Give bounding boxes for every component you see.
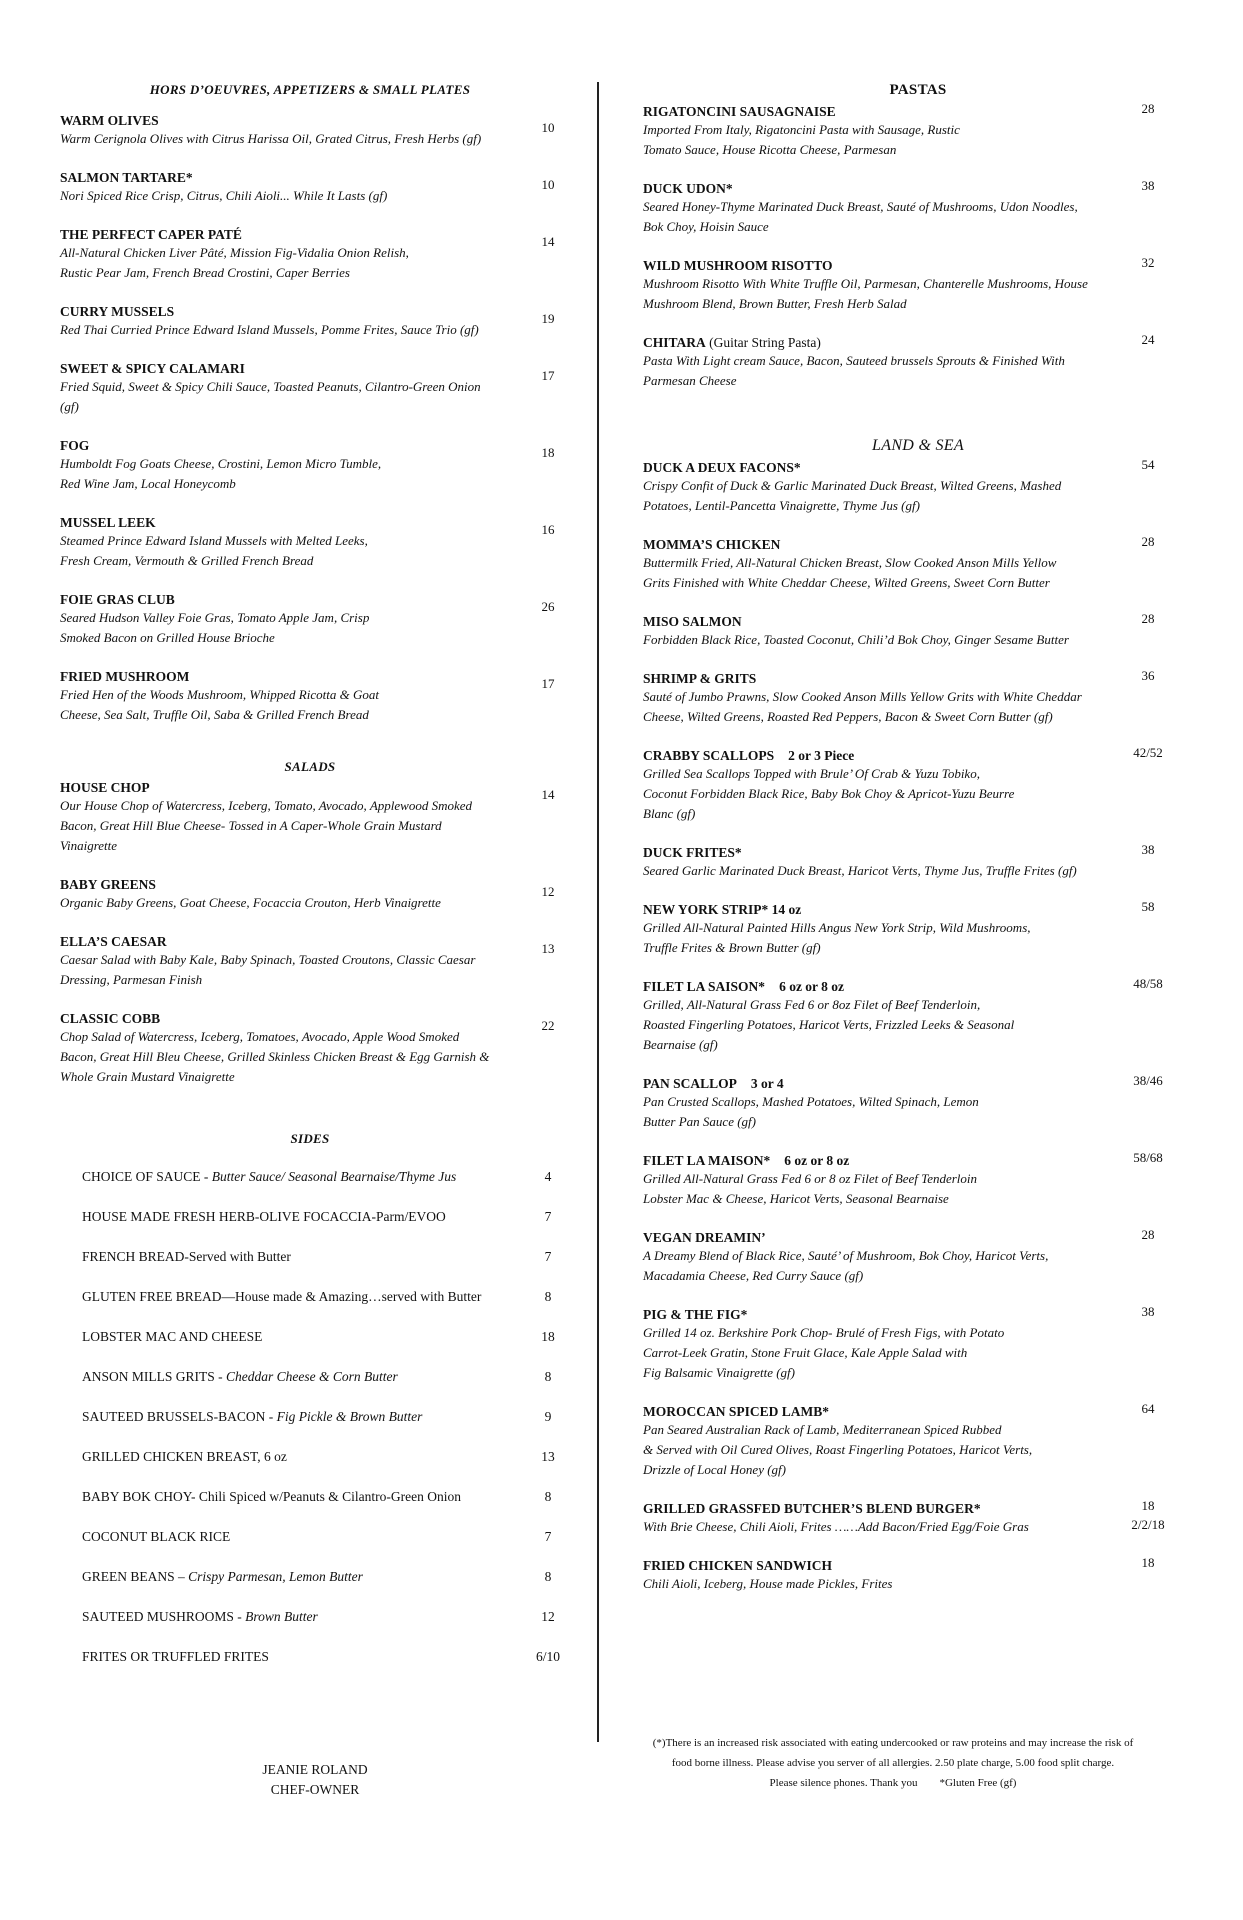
side-name: COCONUT BLACK RICE	[82, 1529, 231, 1544]
item-name-line	[643, 613, 1193, 630]
item-price: 28	[1141, 611, 1155, 626]
menu-item	[60, 169, 560, 206]
item-description: Caesar Salad with Baby Kale, Baby Spinach, Toasted Croutons, Classic Caesar Dressing, Parmesan Finish	[60, 952, 476, 987]
item-price: 48/58	[1133, 976, 1163, 991]
item-description: Forbidden Black Rice, Toasted Coconut, Chili’d Bok Choy, Ginger Sesame Butter	[643, 632, 1069, 647]
chef-signature	[235, 1760, 395, 1800]
side-price: 8	[544, 1569, 552, 1584]
column-divider	[597, 82, 599, 1742]
menu-item	[643, 334, 1193, 391]
item-price: 18	[541, 445, 555, 460]
item-description: Seared Garlic Marinated Duck Breast, Haricot Verts, Thyme Jus, Truffle Frites (gf)	[643, 863, 1077, 878]
side-price: 8	[544, 1489, 552, 1504]
sides-title: SIDES	[290, 1131, 330, 1146]
item-description: Sauté of Jumbo Prawns, Slow Cooked Anson Mills Yellow Grits with White Cheddar Cheese, Wilted Greens, Roasted Red Peppers, Bacon & Sweet Corn Butter (gf)	[643, 689, 1082, 724]
item-name-line	[60, 437, 560, 454]
item-description: Buttermilk Fried, All-Natural Chicken Breast, Slow Cooked Anson Mills Yellow Grits Finished with White Cheddar Cheese, Wilted Greens, Sweet Corn Butter	[643, 555, 1057, 590]
item-price: 22	[541, 1018, 555, 1033]
item-price: 18 2/2/18	[1131, 1498, 1165, 1532]
item-name: THE PERFECT CAPER PATÉ	[60, 227, 242, 242]
menu-item	[643, 978, 1193, 1055]
item-name-line	[60, 668, 560, 685]
side-detail: Crispy Parmesan, Lemon Butter	[188, 1569, 363, 1584]
item-name: HOUSE CHOP	[60, 780, 150, 795]
item-name: SALMON TARTARE*	[60, 170, 193, 185]
item-name: CLASSIC COBB	[60, 1011, 161, 1026]
side-name: GREEN BEANS –	[82, 1569, 189, 1584]
side-name: ANSON MILLS GRITS -	[82, 1369, 227, 1384]
item-description: Our House Chop of Watercress, Iceberg, Tomato, Avocado, Applewood Smoked Bacon, Great Hill Blue Cheese- Tossed in A Caper-Whole Grain Mustard Vinaigrette	[60, 798, 472, 853]
side-item	[60, 1449, 560, 1489]
side-price: 12	[541, 1609, 555, 1624]
item-name: FILET LA MAISON*	[643, 1153, 771, 1168]
hors-title: HORS D’OEUVRES, APPETIZERS & SMALL PLATES	[149, 82, 471, 97]
side-name: SAUTEED BRUSSELS-BACON -	[82, 1409, 277, 1424]
item-price: 28	[1141, 1227, 1155, 1242]
item-price: 26	[541, 599, 555, 614]
item-description: Warm Cerignola Olives with Citrus Harissa Oil, Grated Citrus, Fresh Herbs (gf)	[60, 131, 482, 146]
menu-item	[60, 779, 560, 856]
item-name-line	[643, 901, 1193, 918]
item-name: MUSSEL LEEK	[60, 515, 156, 530]
side-name: GRILLED CHICKEN BREAST, 6 oz	[82, 1449, 287, 1464]
item-price: 38/46	[1133, 1073, 1163, 1088]
item-description: Seared Honey-Thyme Marinated Duck Breast, Sauté of Mushrooms, Udon Noodles, Bok Choy, Hoisin Sauce	[643, 199, 1078, 234]
item-price: 28	[1141, 534, 1155, 549]
item-name: PIG & THE FIG*	[643, 1307, 748, 1322]
side-name: HOUSE MADE FRESH HERB-OLIVE FOCACCIA-Parm/EVOO	[82, 1209, 446, 1224]
side-item	[60, 1209, 560, 1249]
item-name-line	[643, 1306, 1193, 1323]
menu-item	[60, 933, 560, 990]
item-name: CRABBY SCALLOPS	[643, 748, 775, 763]
item-description: Humboldt Fog Goats Cheese, Crostini, Lemon Micro Tumble, Red Wine Jam, Local Honeycomb	[60, 456, 382, 491]
item-name-line	[60, 360, 560, 377]
item-name: MOMMA’S CHICKEN	[643, 537, 781, 552]
item-name: MOROCCAN SPICED LAMB*	[643, 1404, 830, 1419]
item-name: WILD MUSHROOM RISOTTO	[643, 258, 833, 273]
menu-item	[60, 514, 560, 571]
item-price: 32	[1141, 255, 1155, 270]
side-item	[60, 1369, 560, 1409]
pastas-title: PASTAS	[889, 82, 947, 98]
item-description: With Brie Cheese, Chili Aioli, Frites ……Add Bacon/Fried Egg/Foie Gras	[643, 1519, 1029, 1534]
item-name-line	[643, 1500, 1193, 1517]
item-price: 28	[1141, 101, 1155, 116]
side-price: 8	[544, 1289, 552, 1304]
item-portion: 6 oz or 8 oz	[779, 979, 845, 994]
side-item	[60, 1529, 560, 1569]
side-name: FRENCH BREAD-Served with Butter	[82, 1249, 291, 1264]
item-name-line	[643, 670, 1193, 687]
side-detail: Butter Sauce/ Seasonal Bearnaise/Thyme Jus	[211, 1169, 457, 1184]
item-description: Pan Crusted Scallops, Mashed Potatoes, Wilted Spinach, Lemon Butter Pan Sauce (gf)	[643, 1094, 979, 1129]
menu-item	[643, 901, 1193, 958]
item-name-line	[643, 1075, 1193, 1092]
side-item	[60, 1489, 560, 1529]
sides-list	[60, 1169, 560, 1689]
item-name-line	[643, 334, 1193, 351]
item-description: Grilled, All-Natural Grass Fed 6 or 8oz Filet of Beef Tenderloin, Roasted Fingerling Potatoes, Haricot Verts, Frizzled Leeks & Seasonal Bearnaise (gf)	[643, 997, 1015, 1052]
item-price: 10	[541, 177, 555, 192]
allergy-notice	[648, 1733, 1138, 1793]
side-detail: Fig Pickle & Brown Butter	[276, 1409, 423, 1424]
side-item	[60, 1169, 560, 1209]
item-price: 58	[1141, 899, 1155, 914]
item-name: DUCK UDON*	[643, 181, 733, 196]
side-item	[60, 1569, 560, 1609]
side-price: 13	[541, 1449, 555, 1464]
pastas-list	[643, 103, 1193, 391]
item-name-line	[60, 1010, 560, 1027]
item-name: MISO SALMON	[643, 614, 742, 629]
menu-item	[60, 360, 560, 417]
item-description: A Dreamy Blend of Black Rice, Sauté’ of Mushroom, Bok Choy, Haricot Verts, Macadamia Cheese, Red Curry Sauce (gf)	[643, 1248, 1049, 1283]
menu-item	[643, 670, 1193, 727]
item-price: 12	[541, 884, 555, 899]
item-portion: 6 oz or 8 oz	[784, 1153, 850, 1168]
item-price: 13	[541, 941, 555, 956]
side-name: LOBSTER MAC AND CHEESE	[82, 1329, 263, 1344]
item-name: CHITARA	[643, 335, 706, 350]
side-detail: Brown Butter	[245, 1609, 318, 1624]
item-name-line	[643, 747, 1193, 764]
menu-item	[643, 1557, 1193, 1594]
item-name: RIGATONCINI SAUSAGNAISE	[643, 104, 836, 119]
menu-item	[643, 103, 1193, 160]
item-name-line	[643, 1152, 1193, 1169]
item-name-line	[60, 303, 560, 320]
item-subtitle: (Guitar String Pasta)	[705, 335, 821, 350]
item-description: Fried Hen of the Woods Mushroom, Whipped Ricotta & Goat Cheese, Sea Salt, Truffle Oil, Saba & Grilled French Bread	[60, 687, 379, 722]
item-description: Grilled 14 oz. Berkshire Pork Chop- Brulé of Fresh Figs, with Potato Carrot-Leek Gratin, Stone Fruit Glace, Kale Apple Salad with Fig Balsamic Vinaigrette (gf)	[643, 1325, 1005, 1380]
item-name-line	[643, 1557, 1193, 1574]
item-description: Fried Squid, Sweet & Spicy Chili Sauce, Toasted Peanuts, Cilantro-Green Onion (gf)	[60, 379, 481, 414]
side-name: FRITES OR TRUFFLED FRITES	[82, 1649, 269, 1664]
item-name: FILET LA SAISON*	[643, 979, 766, 994]
item-name-line	[60, 112, 560, 129]
item-name: SHRIMP & GRITS	[643, 671, 757, 686]
item-name-line	[60, 226, 560, 243]
side-price: 7	[544, 1209, 552, 1224]
menu-item	[643, 844, 1193, 881]
menu-item	[643, 1403, 1193, 1480]
item-name: SWEET & SPICY CALAMARI	[60, 361, 245, 376]
side-name: SAUTEED MUSHROOMS -	[82, 1609, 246, 1624]
item-price: 17	[541, 676, 555, 691]
item-name: FOIE GRAS CLUB	[60, 592, 175, 607]
salads-title: SALADS	[284, 759, 336, 774]
item-name: DUCK FRITES*	[643, 845, 742, 860]
menu-item	[60, 303, 560, 340]
menu-item	[643, 747, 1193, 824]
land-sea-title: LAND & SEA	[872, 437, 964, 454]
side-item	[60, 1329, 560, 1369]
item-name: BABY GREENS	[60, 877, 156, 892]
notice-text: (*)There is an increased risk associated with eating undercooked or raw proteins and may increase the risk of food borne illness. Please advise you server of all allergies. 2.50 plate charge, 5.00 food split charge.	[652, 1737, 1134, 1769]
item-name-line	[643, 1403, 1193, 1420]
menu-item	[60, 668, 560, 725]
item-description: Pan Seared Australian Rack of Lamb, Mediterranean Spiced Rubbed & Served with Oil Cured Olives, Roast Fingerling Potatoes, Haricot Verts, Drizzle of Local Honey (gf)	[643, 1422, 1033, 1477]
item-portion: 2 or 3 Piece	[788, 748, 855, 763]
notice-footer: Please silence phones. Thank you *Gluten Free (gf)	[769, 1777, 1017, 1789]
right-column	[643, 82, 1193, 1614]
side-detail: Cheddar Cheese & Corn Butter	[226, 1369, 398, 1384]
item-name-line	[643, 459, 1193, 476]
item-price: 14	[541, 234, 555, 249]
item-description: Grilled Sea Scallops Topped with Brule’ Of Crab & Yuzu Tobiko, Coconut Forbidden Black Rice, Baby Bok Choy & Apricot-Yuzu Beurre Blanc (gf)	[643, 766, 1015, 821]
menu-item	[60, 1010, 560, 1087]
item-description: Mushroom Risotto With White Truffle Oil, Parmesan, Chanterelle Mushrooms, House Mushroom Blend, Brown Butter, Fresh Herb Salad	[643, 276, 1088, 311]
item-description: Imported From Italy, Rigatoncini Pasta with Sausage, Rustic Tomato Sauce, House Ricotta Cheese, Parmesan	[643, 122, 960, 157]
item-name-line	[60, 876, 560, 893]
item-price: 64	[1141, 1401, 1155, 1416]
left-column	[60, 82, 560, 1689]
menu-item	[643, 257, 1193, 314]
side-price: 18	[541, 1329, 555, 1344]
side-price: 8	[544, 1369, 552, 1384]
item-price: 14	[541, 787, 555, 802]
item-name: DUCK A DEUX FACONS*	[643, 460, 801, 475]
menu-item	[643, 536, 1193, 593]
side-item	[60, 1249, 560, 1289]
item-name: ELLA’S CAESAR	[60, 934, 167, 949]
item-name: CURRY MUSSELS	[60, 304, 175, 319]
side-price: 7	[544, 1249, 552, 1264]
item-name: NEW YORK STRIP* 14 oz	[643, 902, 802, 917]
item-name-line	[60, 933, 560, 950]
item-name: VEGAN DREAMIN’	[643, 1230, 766, 1245]
item-name-line	[60, 779, 560, 796]
item-name-line	[643, 103, 1193, 120]
menu-item	[643, 613, 1193, 650]
item-price: 10	[541, 120, 555, 135]
side-name: GLUTEN FREE BREAD—House made & Amazing…served with Butter	[82, 1289, 482, 1304]
item-description: Chop Salad of Watercress, Iceberg, Tomatoes, Avocado, Apple Wood Smoked Bacon, Great Hill Bleu Cheese, Grilled Skinless Chicken Breast & Egg Garnish & Whole Grain Mustard Vinaigrette	[60, 1029, 490, 1084]
item-description: Grilled All-Natural Grass Fed 6 or 8 oz Filet of Beef Tenderloin Lobster Mac & Cheese, Haricot Verts, Seasonal Bearnaise	[643, 1171, 978, 1206]
side-price: 6/10	[535, 1649, 560, 1664]
item-description: Pasta With Light cream Sauce, Bacon, Sauteed brussels Sprouts & Finished With Parmesan Cheese	[643, 353, 1065, 388]
side-price: 4	[544, 1169, 552, 1184]
item-name-line	[643, 180, 1193, 197]
menu-item	[643, 459, 1193, 516]
item-name: GRILLED GRASSFED BUTCHER’S BLEND BURGER*	[643, 1501, 981, 1516]
menu-item	[60, 591, 560, 648]
side-price: 9	[544, 1409, 552, 1424]
item-description: Grilled All-Natural Painted Hills Angus New York Strip, Wild Mushrooms, Truffle Frites & Brown Butter (gf)	[643, 920, 1031, 955]
side-name: CHOICE OF SAUCE -	[82, 1169, 212, 1184]
item-name-line	[643, 844, 1193, 861]
side-item	[60, 1409, 560, 1449]
item-name: FRIED MUSHROOM	[60, 669, 190, 684]
menu-item	[60, 226, 560, 283]
menu-item	[643, 1075, 1193, 1132]
item-name-line	[643, 1229, 1193, 1246]
item-price: 38	[1141, 842, 1155, 857]
land-sea-list	[643, 459, 1193, 1594]
item-name: WARM OLIVES	[60, 113, 159, 128]
side-item	[60, 1289, 560, 1329]
menu-item	[643, 1500, 1193, 1537]
item-name: FOG	[60, 438, 90, 453]
hors-list	[60, 112, 560, 725]
menu-item	[60, 876, 560, 913]
item-name-line	[643, 978, 1193, 995]
item-description: Nori Spiced Rice Crisp, Citrus, Chili Aioli... While It Lasts (gf)	[60, 188, 388, 203]
menu-item	[60, 112, 560, 149]
item-price: 58/68	[1133, 1150, 1163, 1165]
item-description: Seared Hudson Valley Foie Gras, Tomato Apple Jam, Crisp Smoked Bacon on Grilled House Brioche	[60, 610, 370, 645]
item-name-line	[643, 536, 1193, 553]
item-name-line	[60, 514, 560, 531]
item-price: 42/52	[1133, 745, 1163, 760]
item-name: FRIED CHICKEN SANDWICH	[643, 1558, 833, 1573]
item-price: 54	[1141, 457, 1155, 472]
item-description: Red Thai Curried Prince Edward Island Mussels, Pomme Frites, Sauce Trio (gf)	[60, 322, 479, 337]
item-description: All-Natural Chicken Liver Pâté, Mission Fig-Vidalia Onion Relish, Rustic Pear Jam, French Bread Crostini, Caper Berries	[60, 245, 409, 280]
item-price: 17	[541, 368, 555, 383]
menu-item	[60, 437, 560, 494]
salads-list	[60, 779, 560, 1087]
item-name-line	[60, 169, 560, 186]
side-item	[60, 1649, 560, 1689]
item-name-line	[60, 591, 560, 608]
item-name: PAN SCALLOP	[643, 1076, 737, 1091]
item-description: Organic Baby Greens, Goat Cheese, Focaccia Crouton, Herb Vinaigrette	[60, 895, 441, 910]
item-price: 36	[1141, 668, 1155, 683]
item-description: Chili Aioli, Iceberg, House made Pickles, Frites	[643, 1576, 893, 1591]
item-portion: 3 or 4	[750, 1076, 784, 1091]
item-name-line	[643, 257, 1193, 274]
item-description: Crispy Confit of Duck & Garlic Marinated Duck Breast, Wilted Greens, Mashed Potatoes, Lentil-Pancetta Vinaigrette, Thyme Jus (gf)	[643, 478, 1062, 513]
side-item	[60, 1609, 560, 1649]
item-price: 38	[1141, 1304, 1155, 1319]
menu-item	[643, 1229, 1193, 1286]
item-price: 16	[541, 522, 555, 537]
item-description: Steamed Prince Edward Island Mussels with Melted Leeks, Fresh Cream, Vermouth & Grilled French Bread	[60, 533, 368, 568]
side-name: BABY BOK CHOY- Chili Spiced w/Peanuts & Cilantro-Green Onion	[82, 1489, 461, 1504]
side-price: 7	[544, 1529, 552, 1544]
menu-item	[643, 180, 1193, 237]
item-price: 18	[1141, 1555, 1155, 1570]
menu-item	[643, 1152, 1193, 1209]
menu-item	[643, 1306, 1193, 1383]
item-price: 38	[1141, 178, 1155, 193]
item-price: 19	[541, 311, 555, 326]
chef-name: JEANIE ROLAND	[262, 1762, 368, 1777]
item-price: 24	[1141, 332, 1155, 347]
chef-title: CHEF-OWNER	[270, 1782, 360, 1797]
